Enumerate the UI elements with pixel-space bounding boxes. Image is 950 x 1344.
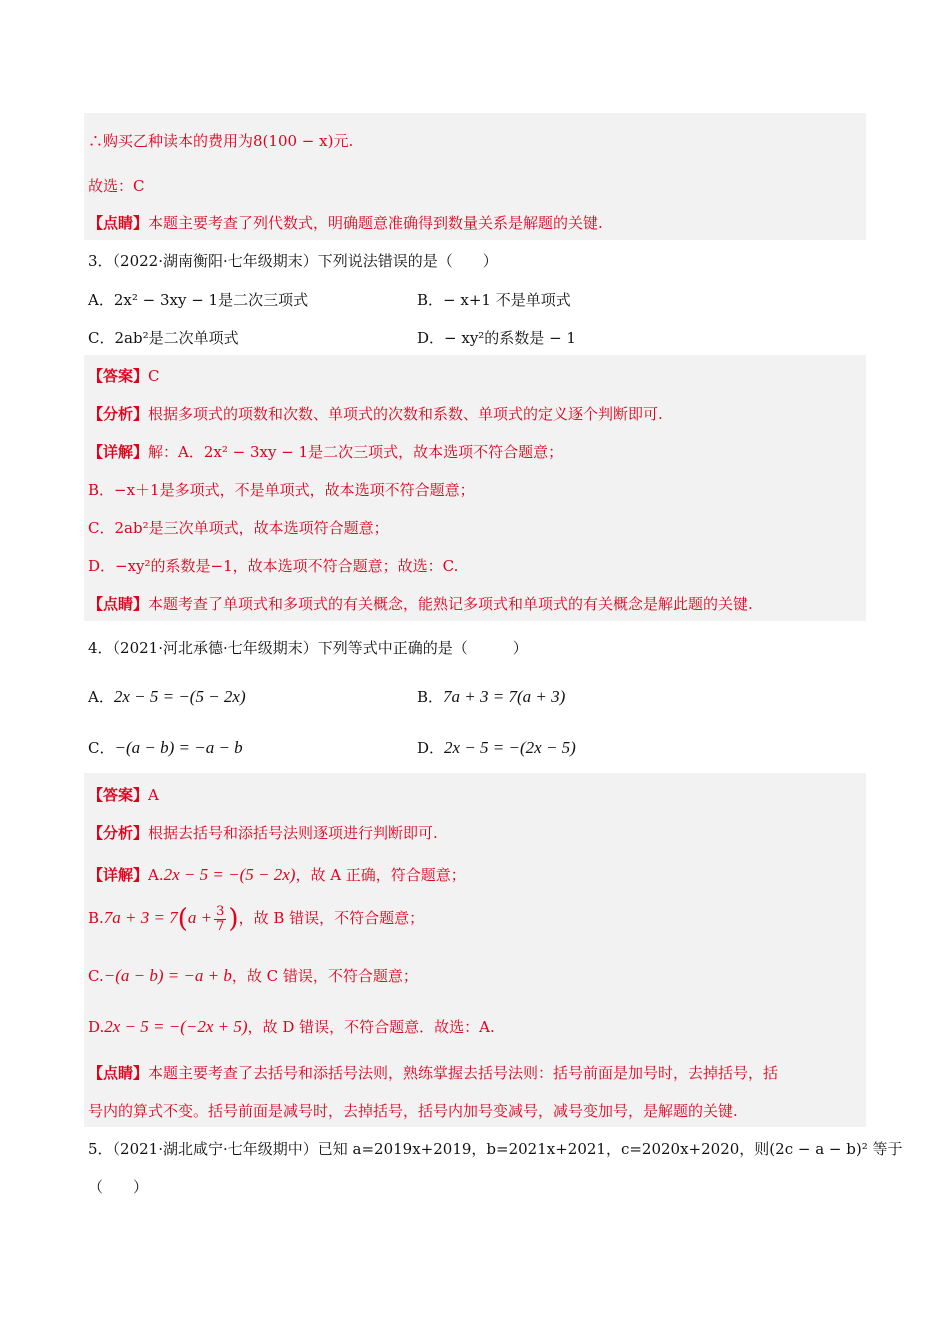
prev-dianjing xyxy=(88,212,603,233)
option-label: B． xyxy=(417,688,444,706)
option-expr: −(a − b) = −a − b xyxy=(114,738,243,757)
detail-text: ，故 C 错误，不符合题意； xyxy=(231,967,418,985)
option-label: A． xyxy=(88,688,114,706)
q5-stem-line2: （ ） xyxy=(88,1178,149,1196)
detail-expr-inner: a + xyxy=(187,908,213,927)
q4-detail-d xyxy=(88,1016,495,1037)
q4-option-d xyxy=(417,737,576,758)
detail-prefix: D. xyxy=(88,1018,105,1036)
q4-option-c xyxy=(88,737,243,758)
detail-prefix: C. xyxy=(88,967,104,985)
option-label: C． xyxy=(88,739,115,757)
q4-option-a xyxy=(88,686,246,707)
detail-tag: 【详解】 xyxy=(88,443,149,461)
answer-value: A xyxy=(148,786,159,804)
q4-stem: 4．（2021·河北承德·七年级期末）下列等式中正确的是（ ） xyxy=(88,639,528,657)
q3-option-d: D．− xy²的系数是 − 1 xyxy=(417,329,576,347)
option-expr: 7a + 3 = 7(a + 3) xyxy=(443,687,566,706)
q4-detail-a xyxy=(88,864,466,885)
q3-option-a: A．2x² − 3xy − 1是二次三项式 xyxy=(88,291,309,309)
analysis-text: 根据多项式的项数和次数、单项式的次数和系数、单项式的定义逐个判断即可. xyxy=(148,405,663,423)
q3-dianjing xyxy=(88,593,753,614)
dianjing-tag: 【点睛】 xyxy=(88,1064,149,1082)
q5-stem-line1: 5．（2021·湖北咸宁·七年级期中）已知 a=2019x+2019，b=2021x+2021，c=2020x+2020，则(2c − a − b)² 等于 xyxy=(88,1140,903,1158)
paren-close: ) xyxy=(228,904,239,934)
analysis-tag: 【分析】 xyxy=(88,405,149,423)
dianjing-tag: 【点睛】 xyxy=(88,595,149,613)
detail-text: ，故 D 错误，不符合题意．故选：A. xyxy=(247,1018,495,1036)
dianjing-text: 本题主要考查了去括号和添括号法则，熟练掌握去括号法则：括号前面是加号时，去掉括号，括 xyxy=(148,1064,779,1082)
detail-text: 解：A．2x² − 3xy − 1是二次三项式，故本选项不符合题意； xyxy=(148,443,564,461)
option-expr: 2x − 5 = −(2x − 5) xyxy=(444,738,576,757)
q4-answer xyxy=(88,784,159,805)
detail-expr: 7a + 3 = 7 xyxy=(103,908,178,927)
q3-analysis xyxy=(88,403,663,424)
q3-detail-line4: D．−xy²的系数是−1，故本选项不符合题意；故选：C. xyxy=(88,557,459,575)
fraction-numerator: 3 xyxy=(216,903,225,919)
q4-detail-b xyxy=(88,904,424,934)
analysis-tag: 【分析】 xyxy=(88,824,149,842)
detail-text: ，故 B 错误，不符合题意； xyxy=(238,909,425,927)
q4-dianjing-line1 xyxy=(88,1062,778,1083)
q3-detail-line2: B．−x＋1是多项式，不是单项式，故本选项不符合题意； xyxy=(88,481,475,499)
detail-prefix: A. xyxy=(148,866,164,884)
q3-detail-line3: C．2ab²是三次单项式，故本选项符合题意； xyxy=(88,519,389,537)
option-label: D． xyxy=(417,739,445,757)
option-expr: 2x − 5 = −(5 − 2x) xyxy=(113,687,246,706)
fraction-denominator: 7 xyxy=(216,918,225,934)
detail-expr: −(a − b) = −a + b xyxy=(103,966,232,985)
detail-prefix: B. xyxy=(88,909,104,927)
q3-option-b: B．− x+1 不是单项式 xyxy=(417,291,571,309)
q3-stem: 3．（2022·湖南衡阳·七年级期末）下列说法错误的是（ ） xyxy=(88,252,498,270)
q4-analysis xyxy=(88,822,438,843)
prev-solution-line1: ∴购买乙种读本的费用为8(100 − x)元. xyxy=(88,132,354,150)
detail-expr: 2x − 5 = −(−2x + 5) xyxy=(104,1017,248,1036)
q3-option-c: C．2ab²是二次单项式 xyxy=(88,329,239,347)
fraction xyxy=(214,905,226,934)
detail-expr: 2x − 5 = −(5 − 2x) xyxy=(163,865,296,884)
prev-solution-line2: 故选：C xyxy=(88,177,145,195)
q4-detail-c xyxy=(88,965,418,986)
detail-text: ，故 A 正确，符合题意； xyxy=(295,866,466,884)
q4-dianjing-line2: 号内的算式不变。括号前面是减号时，去掉括号，括号内加号变减号，减号变加号，是解题的关键. xyxy=(88,1102,738,1120)
analysis-text: 根据去括号和添括号法则逐项进行判断即可. xyxy=(148,824,438,842)
answer-tag: 【答案】 xyxy=(88,786,149,804)
dianjing-tag: 【点睛】 xyxy=(88,214,149,232)
detail-tag: 【详解】 xyxy=(88,866,149,884)
dianjing-text: 本题主要考查了列代数式，明确题意准确得到数量关系是解题的关键. xyxy=(148,214,603,232)
paren-open: ( xyxy=(177,904,188,934)
dianjing-text: 本题考查了单项式和多项式的有关概念，能熟记多项式和单项式的有关概念是解此题的关键. xyxy=(148,595,753,613)
q3-detail-line1 xyxy=(88,441,563,462)
q4-option-b xyxy=(417,686,565,707)
q3-answer xyxy=(88,365,160,386)
answer-tag: 【答案】 xyxy=(88,367,149,385)
answer-value: C xyxy=(148,367,160,385)
